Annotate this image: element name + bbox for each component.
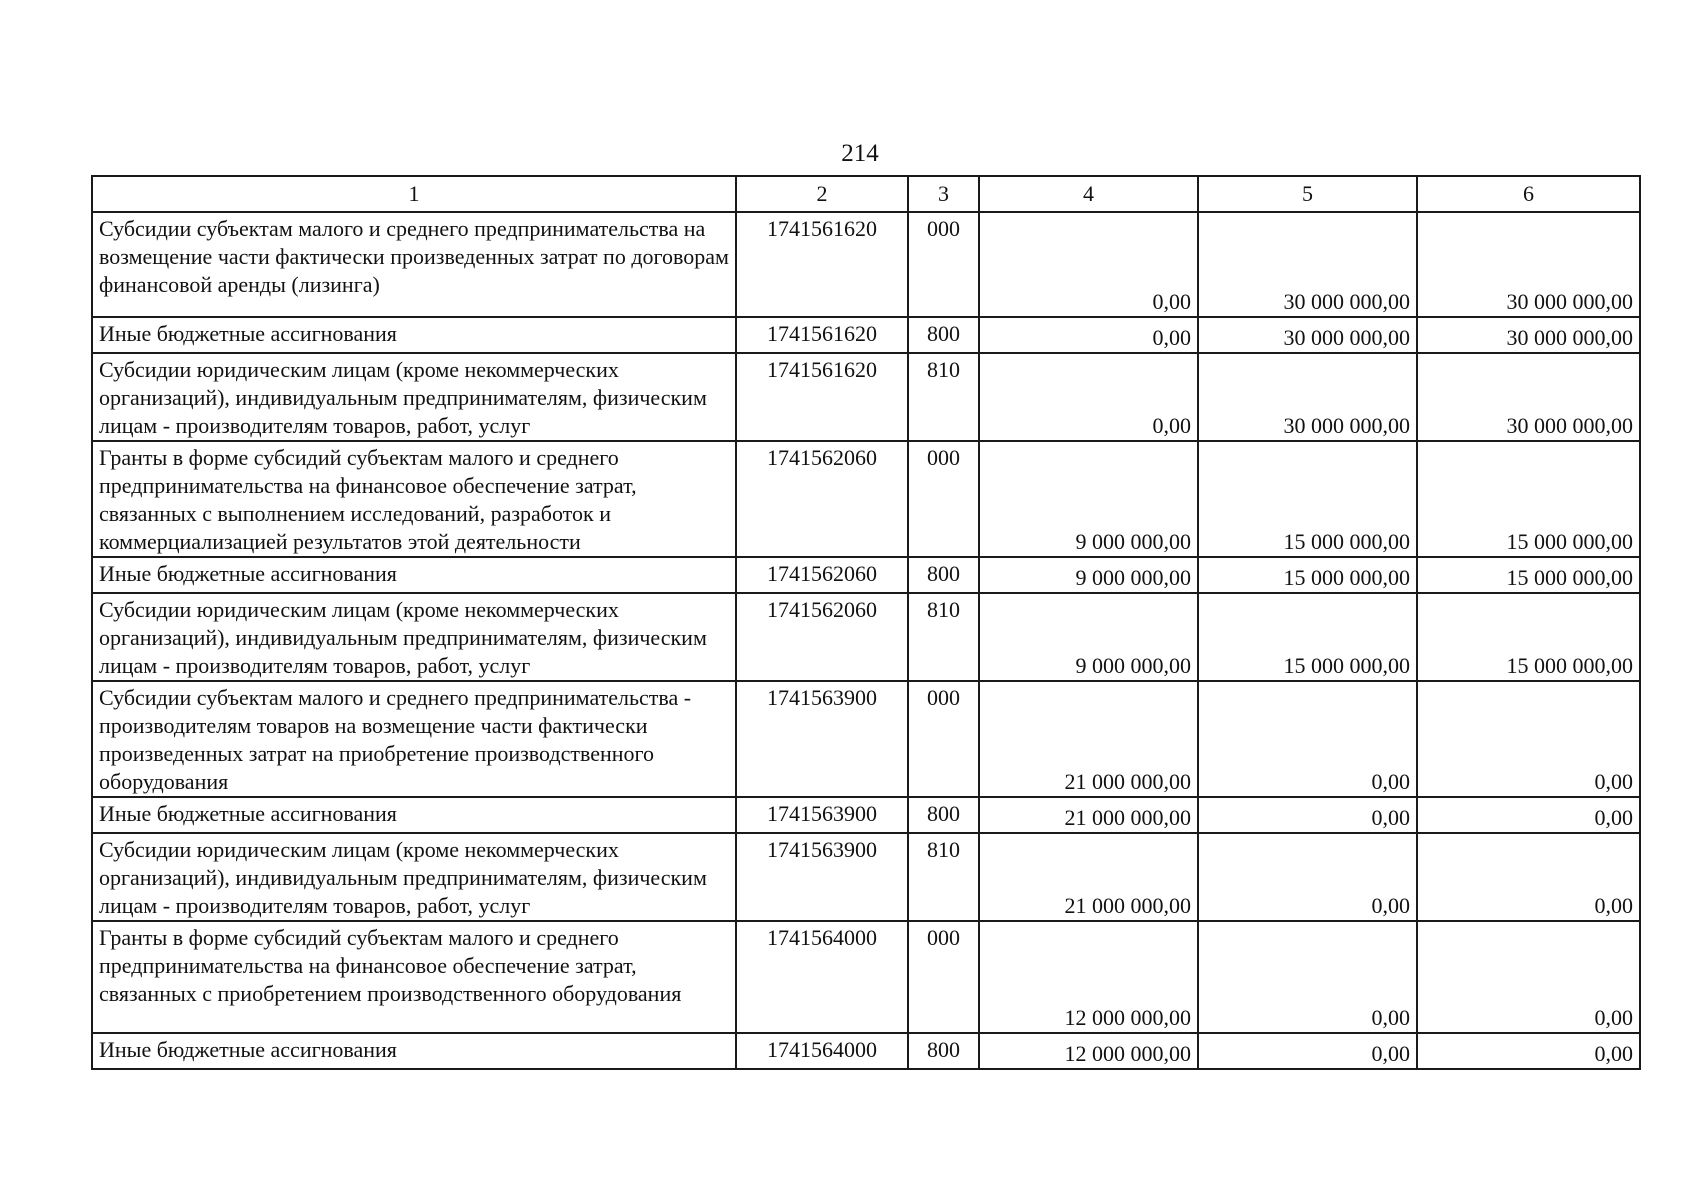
table-row	[92, 921, 1640, 1033]
column-header-6: 6	[1417, 176, 1640, 212]
budget-table	[91, 175, 1641, 1070]
column-header-2: 2	[736, 176, 908, 212]
row-target-code: 1741564000	[736, 1033, 908, 1069]
row-value-4: 21 000 000,00	[979, 833, 1198, 921]
row-name: Иные бюджетные ассигнования	[92, 797, 736, 833]
row-expense-type: 000	[908, 441, 979, 557]
row-value-4: 0,00	[979, 353, 1198, 441]
row-expense-type: 810	[908, 593, 979, 681]
row-value-5: 0,00	[1198, 921, 1417, 1033]
row-value-6: 0,00	[1417, 681, 1640, 797]
row-target-code: 1741562060	[736, 593, 908, 681]
row-target-code: 1741563900	[736, 797, 908, 833]
row-value-4: 12 000 000,00	[979, 1033, 1198, 1069]
row-value-4: 9 000 000,00	[979, 593, 1198, 681]
row-expense-type: 800	[908, 1033, 979, 1069]
row-expense-type: 000	[908, 212, 979, 317]
row-name: Субсидии юридическим лицам (кроме некоммерческих организаций), индивидуальным предпринимателям, физическим лицам - производителям товаров, работ, услуг	[92, 353, 736, 441]
row-value-6: 15 000 000,00	[1417, 593, 1640, 681]
table-row	[92, 593, 1640, 681]
row-name: Субсидии субъектам малого и среднего предпринимательства - производителям товаров на возмещение части фактически произведенных затрат на приобретение производственного оборудования	[92, 681, 736, 797]
row-target-code: 1741563900	[736, 833, 908, 921]
row-name: Гранты в форме субсидий субъектам малого и среднего предпринимательства на финансовое обеспечение затрат, связанных с выполнением исследований, разработок и коммерциализацией результатов этой деятельности	[92, 441, 736, 557]
table-row	[92, 681, 1640, 797]
row-target-code: 1741561620	[736, 317, 908, 353]
row-value-5: 15 000 000,00	[1198, 557, 1417, 593]
row-value-4: 9 000 000,00	[979, 441, 1198, 557]
row-target-code: 1741564000	[736, 921, 908, 1033]
row-expense-type: 800	[908, 797, 979, 833]
table-row	[92, 833, 1640, 921]
row-value-4: 21 000 000,00	[979, 681, 1198, 797]
row-value-4: 12 000 000,00	[979, 921, 1198, 1033]
row-target-code: 1741561620	[736, 353, 908, 441]
column-header-5: 5	[1198, 176, 1417, 212]
row-expense-type: 800	[908, 557, 979, 593]
page-number: 214	[841, 140, 879, 167]
row-value-5: 0,00	[1198, 797, 1417, 833]
row-value-6: 30 000 000,00	[1417, 353, 1640, 441]
row-value-6: 0,00	[1417, 1033, 1640, 1069]
row-value-6: 0,00	[1417, 833, 1640, 921]
row-value-6: 30 000 000,00	[1417, 212, 1640, 317]
table-row	[92, 1033, 1640, 1069]
row-value-5: 15 000 000,00	[1198, 441, 1417, 557]
row-value-5: 15 000 000,00	[1198, 593, 1417, 681]
row-expense-type: 810	[908, 833, 979, 921]
table-row	[92, 212, 1640, 317]
row-value-4: 0,00	[979, 317, 1198, 353]
column-header-3: 3	[908, 176, 979, 212]
row-name: Иные бюджетные ассигнования	[92, 317, 736, 353]
row-expense-type: 800	[908, 317, 979, 353]
column-header-1: 1	[92, 176, 736, 212]
row-value-6: 30 000 000,00	[1417, 317, 1640, 353]
row-value-6: 0,00	[1417, 921, 1640, 1033]
row-target-code: 1741562060	[736, 441, 908, 557]
row-value-6: 0,00	[1417, 797, 1640, 833]
row-value-5: 0,00	[1198, 681, 1417, 797]
row-value-5: 0,00	[1198, 833, 1417, 921]
row-name: Субсидии юридическим лицам (кроме некоммерческих организаций), индивидуальным предпринимателям, физическим лицам - производителям товаров, работ, услуг	[92, 593, 736, 681]
row-name: Иные бюджетные ассигнования	[92, 557, 736, 593]
table-row	[92, 317, 1640, 353]
table-row	[92, 353, 1640, 441]
row-value-4: 9 000 000,00	[979, 557, 1198, 593]
row-name: Субсидии юридическим лицам (кроме некоммерческих организаций), индивидуальным предпринимателям, физическим лицам - производителям товаров, работ, услуг	[92, 833, 736, 921]
column-header-4: 4	[979, 176, 1198, 212]
row-expense-type: 000	[908, 681, 979, 797]
row-expense-type: 810	[908, 353, 979, 441]
row-target-code: 1741562060	[736, 557, 908, 593]
row-value-5: 0,00	[1198, 1033, 1417, 1069]
row-value-4: 21 000 000,00	[979, 797, 1198, 833]
table-row	[92, 797, 1640, 833]
table-row	[92, 441, 1640, 557]
header-row	[92, 176, 1640, 212]
row-value-6: 15 000 000,00	[1417, 557, 1640, 593]
row-expense-type: 000	[908, 921, 979, 1033]
row-value-6: 15 000 000,00	[1417, 441, 1640, 557]
row-value-5: 30 000 000,00	[1198, 317, 1417, 353]
row-name: Субсидии субъектам малого и среднего предпринимательства на возмещение части фактически произведенных затрат по договорам финансовой аренды (лизинга)	[92, 212, 736, 317]
row-name: Иные бюджетные ассигнования	[92, 1033, 736, 1069]
row-value-4: 0,00	[979, 212, 1198, 317]
row-target-code: 1741563900	[736, 681, 908, 797]
row-name: Гранты в форме субсидий субъектам малого и среднего предпринимательства на финансовое обеспечение затрат, связанных с приобретением производственного оборудования	[92, 921, 736, 1033]
row-value-5: 30 000 000,00	[1198, 212, 1417, 317]
row-target-code: 1741561620	[736, 212, 908, 317]
table-row	[92, 557, 1640, 593]
row-value-5: 30 000 000,00	[1198, 353, 1417, 441]
